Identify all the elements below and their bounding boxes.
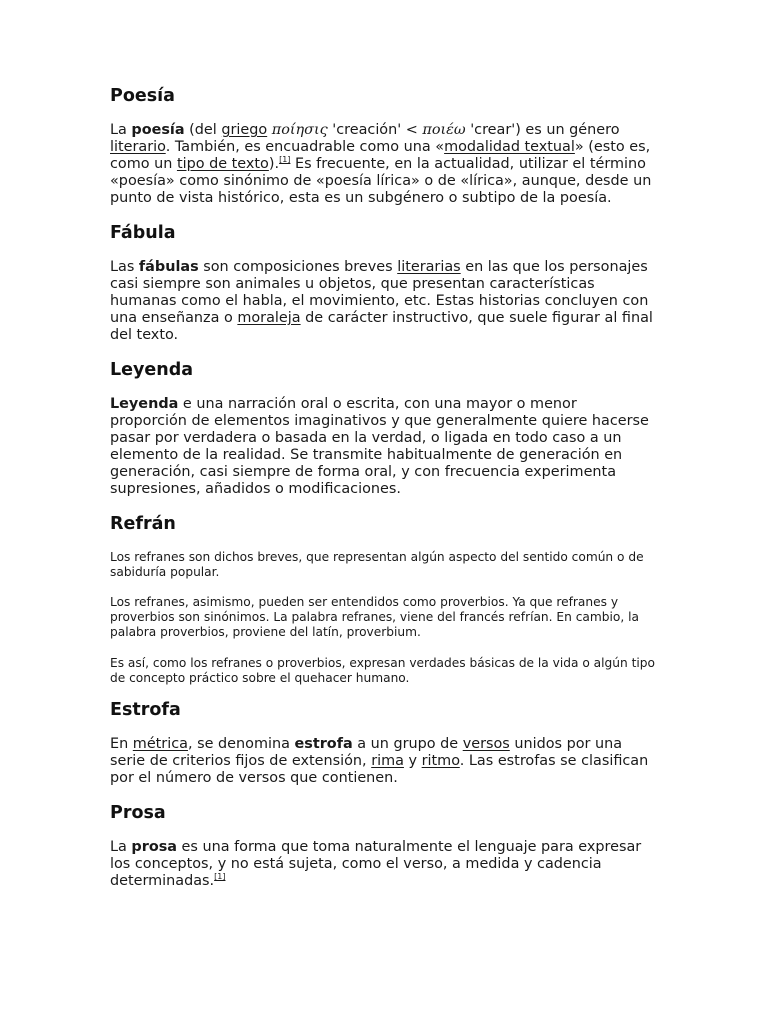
reference-1-prosa [214,872,225,881]
heading-prosa: Prosa [110,803,166,823]
term-estrofa: estrofa [294,736,353,752]
link-literario[interactable]: literario [110,139,166,155]
section-leyenda [110,358,658,498]
greek-word-poiesis: ποίησις [271,122,328,138]
term-poesia: poesía [131,122,185,138]
link-rima[interactable]: rima [371,753,404,769]
term-fabulas: fábulas [138,259,199,275]
link-griego[interactable]: griego [221,122,268,138]
greek-word-poieo: ποιέω [422,122,466,138]
reference-link[interactable]: [1] [279,155,291,164]
link-metrica[interactable]: métrica [132,736,188,752]
section-fabula [110,221,658,344]
heading-fabula: Fábula [110,223,176,243]
paragraph-fabula: Las fábulas son composiciones breves literarias en las que los personajes casi siempre son animales u objetos, que presentan características humanas como el habla, el movimiento, etc. Estas historias concluyen con una enseñanza o moraleja de carácter instructivo, que suele figurar al final del texto. [110,259,653,343]
section-refran [110,512,658,686]
heading-leyenda: Leyenda [110,360,194,380]
reference-link[interactable]: [1] [214,872,226,881]
paragraph-estrofa: En métrica, se denomina estrofa a un grupo de versos unidos por una serie de criterios fijos de extensión, rima y ritmo. Las estrofas se clasifican por el número de versos que contienen. [110,736,649,786]
link-modalidad-textual[interactable]: modalidad textual [444,139,575,155]
paragraph-refran-2: Los refranes, asimismo, pueden ser entendidos como proverbios. Ya que refranes y proverbios son sinónimos. La palabra refranes, viene del francés refrían. En cambio, la palabra proverbios, proviene del latín, proverbium. [110,595,639,639]
document-page [110,84,658,890]
link-ritmo[interactable]: ritmo [421,753,460,769]
reference-1-poesia [279,155,290,164]
link-moraleja[interactable]: moraleja [237,310,301,326]
heading-estrofa: Estrofa [110,700,181,720]
heading-poesia: Poesía [110,86,175,106]
link-versos[interactable]: versos [462,736,510,752]
section-estrofa [110,698,658,787]
term-leyenda: Leyenda [110,396,179,412]
paragraph-leyenda: Leyenda e una narración oral o escrita, con una mayor o menor proporción de elementos imaginativos y que generalmente quiere hacerse pasar por verdadera o basada en la verdad, o ligada en todo caso a un elemento de la realidad. Se transmite habitualmente de generación en generación, casi siempre de forma oral, y con frecuencia experimenta supresiones, añadidos o modificaciones. [110,396,649,497]
section-poesia [110,84,658,207]
heading-refran: Refrán [110,514,176,534]
section-prosa [110,801,658,890]
term-prosa: prosa [131,839,177,855]
paragraph-refran-3: Es así, como los refranes o proverbios, expresan verdades básicas de la vida o algún tipo de concepto práctico sobre el quehacer humano. [110,656,655,685]
paragraph-prosa: La prosa es una forma que toma naturalmente el lenguaje para expresar los conceptos, y no está sujeta, como el verso, a medida y cadencia determinadas.[1] [110,839,642,889]
link-literarias[interactable]: literarias [397,259,461,275]
paragraph-refran-1: Los refranes son dichos breves, que representan algún aspecto del sentido común o de sabiduría popular. [110,550,644,579]
paragraph-poesia: La poesía (del griego ποίησις 'creación' < ποιέω 'crear') es un género literario. También, es encuadrable como una «modalidad textual» (esto es, como un tipo de texto).[1] Es frecuente, en la actualidad, utilizar el término «poesía» como sinónimo de «poesía lírica» o de «lírica», aunque, desde un punto de vista histórico, esta es un subgénero o subtipo de la poesía. [110,122,652,206]
link-tipo-de-texto[interactable]: tipo de texto [176,156,269,172]
